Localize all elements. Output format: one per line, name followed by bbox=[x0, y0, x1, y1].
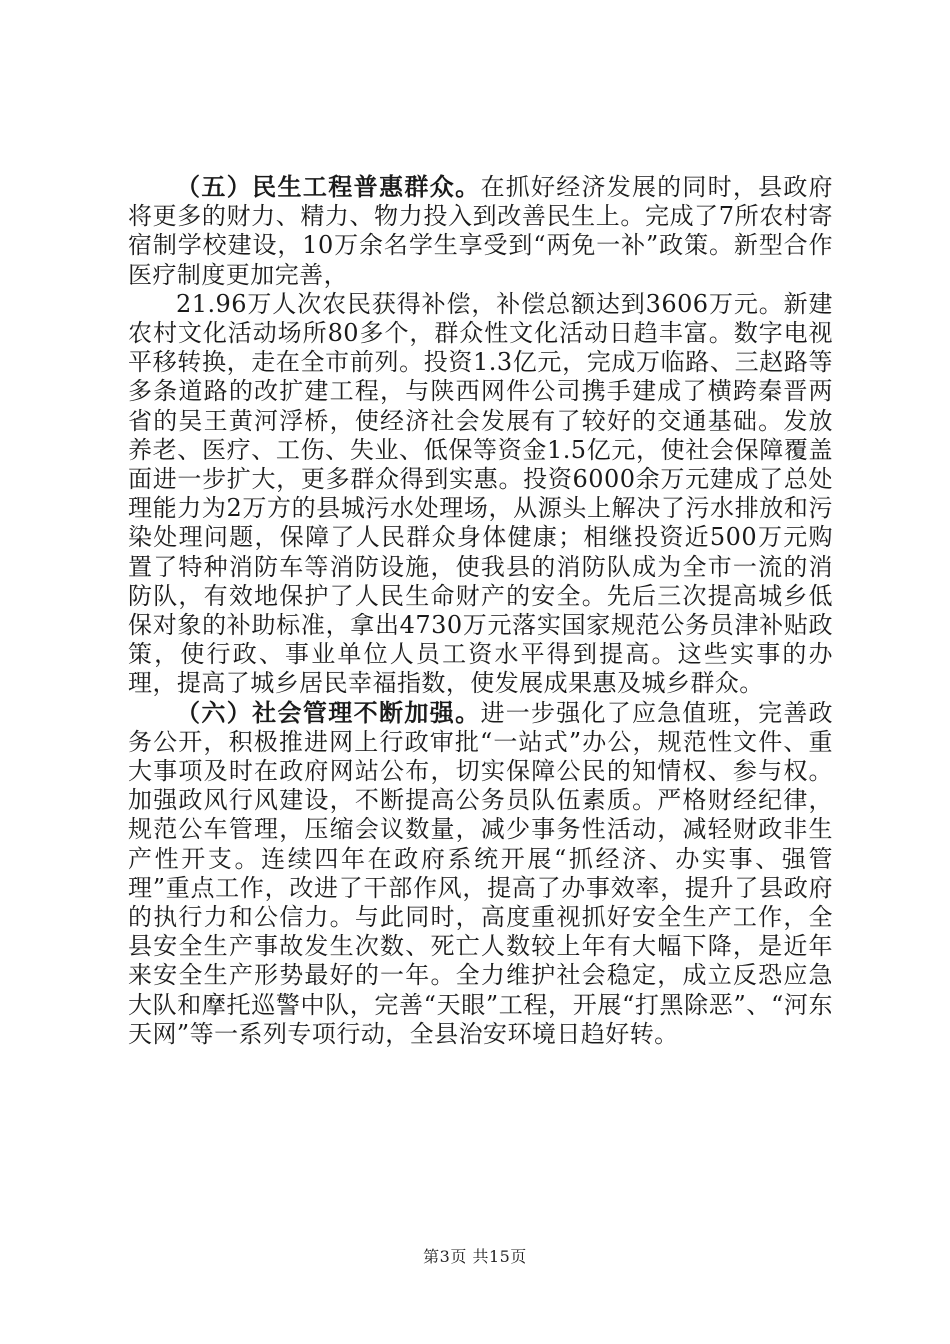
paragraph-text: 在抓好经济发展的同时，县政府将更多的财力、精力、物力投入到改善民生上。完成了7所农村寄宿制学校建设，10万余名学生享受到“两免一补”政策。新型合作医疗制度更加完善， bbox=[128, 173, 833, 289]
section-heading-5: （五）民生工程普惠群众。 bbox=[176, 173, 481, 201]
paragraph-text: 进一步强化了应急值班，完善政务公开，积极推进网上行政审批“一站式”办公，规范性文件、重大事项及时在政府网站公布，切实保障公民的知情权、参与权。加强政风行风建设，不断提高公务员队伍素质。严格财经纪律，规范公车管理，压缩会议数量，减少事务性活动，减轻财政非生产性开支。连续四年在政府系统开展“抓经济、办实事、强管理”重点工作，改进了干部作风，提高了办事效率，提升了县政府的执行力和公信力。与此同时，高度重视抓好安全生产工作，全县安全生产事故发生次数、死亡人数较上年有大幅下降，是近年来安全生产形势最好的一年。全力维护社会稳定，成立反恐应急大队和摩托巡警中队，完善“天眼”工程，开展“打黑除恶”、“河东天网”等一系列专项行动，全县治安环境日趋好转。 bbox=[128, 698, 833, 1048]
page-number-footer: 第3页 共15页 bbox=[423, 1247, 527, 1266]
paragraph-social-management bbox=[128, 699, 833, 1049]
paragraph-text: 21.96万人次农民获得补偿，补偿总额达到3606万元。新建农村文化活动场所80多个，群众性文化活动日趋丰富。数字电视平移转换，走在全市前列。投资1.3亿元，完成万临路、三赵路等多条道路的改扩建工程，与陕西网件公司携手建成了横跨秦晋两省的吴王黄河浮桥，使经济社会发展有了较好的交通基础。发放养老、医疗、工伤、失业、低保等资金1.5亿元，使社会保障覆盖面进一步扩大，更多群众得到实惠。投资6000余万元建成了总处理能力为2万方的县城污水处理场，从源头上解决了污水排放和污染处理问题，保障了人民群众身体健康；相继投资近500万元购置了特种消防车等消防设施，使我县的消防队成为全市一流的消防队，有效地保护了人民生命财产的安全。先后三次提高城乡低保对象的补助标准，拿出4730万元落实国家规范公务员津补贴政策，使行政、事业单位人员工资水平得到提高。这些实事的办理，提高了城乡居民幸福指数，使发展成果惠及城乡群众。 bbox=[128, 289, 833, 698]
body-text bbox=[128, 173, 833, 1049]
paragraph-livelihood bbox=[128, 173, 833, 290]
paragraph-compensation bbox=[128, 290, 833, 699]
section-heading-6: （六）社会管理不断加强。 bbox=[176, 698, 481, 727]
